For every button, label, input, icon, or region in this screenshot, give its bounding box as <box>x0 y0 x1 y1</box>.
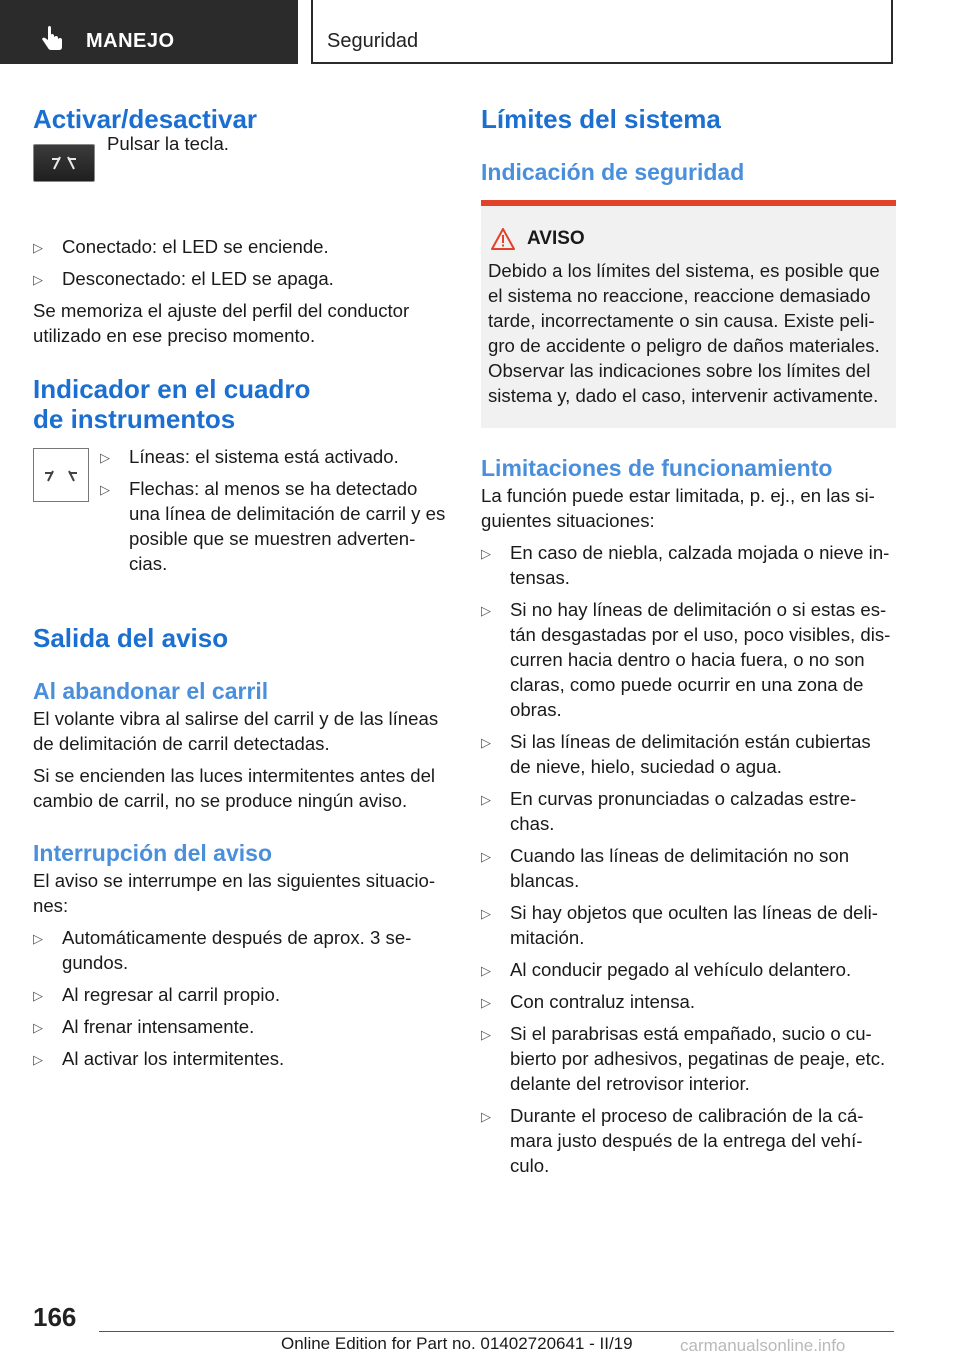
limitaciones-list <box>481 540 896 1178</box>
list-item: ▷ Con contraluz intensa. <box>481 989 896 1014</box>
cluster-indicator-icon <box>33 448 89 502</box>
triangle-bullet-icon: ▷ <box>481 603 491 618</box>
list-item: ▷ Al conducir pegado al vehículo delantero. <box>481 957 896 982</box>
section-label: Seguridad <box>327 30 419 52</box>
interrupcion-list <box>33 925 451 1071</box>
edition-text: Online Edition for Part no. 01402720641 - II/19 <box>281 1334 633 1353</box>
abandonar-p1: El volante vibra al salirse del carril y de las líneas de delimitación de carril detectadas. <box>33 708 439 754</box>
list-item: ▷ Al activar los intermitentes. <box>33 1046 451 1071</box>
warning-triangle-icon <box>491 228 515 250</box>
list-item: ▷ Si no hay líneas de delimitación o si estas es‐ tán desgastadas por el uso, poco visibles, dis‐ curren hacia dentro o hacia fuera, o no son claras, como puede ocurrir en una zona de obras. <box>481 599 891 720</box>
triangle-bullet-icon: ▷ <box>481 963 491 978</box>
limites-heading: Límites del sistema <box>481 104 721 134</box>
activar-heading: Activar/desactivar <box>33 104 258 134</box>
abandonar-heading: Al abandonar el carril <box>33 678 269 704</box>
warning-text: Debido a los límites del sistema, es posible que el sistema no reaccione, reaccione demasiado tarde, incorrectamente o sin causa. Existe peli‐ gro de accidente o peligro de daños materiales. Observar las indicaciones sobre los límites del sistema y, dado el caso, intervenir activamente. <box>488 260 880 406</box>
triangle-bullet-icon: ▷ <box>33 1052 43 1067</box>
list-item: ▷ Desconectado: el LED se apaga. <box>33 266 451 291</box>
list-item: ▷ En caso de niebla, calzada mojada o nieve in‐ tensas. <box>481 542 890 588</box>
chapter-tab <box>0 0 298 64</box>
salida-heading: Salida del aviso <box>33 623 229 653</box>
footer-divider <box>99 1331 894 1332</box>
seguridad-heading: Indicación de seguridad <box>481 159 745 185</box>
abandonar-p2: Si se encienden las luces intermitentes antes del cambio de carril, no se produce ningún aviso. <box>33 765 436 811</box>
triangle-bullet-icon: ▷ <box>481 1109 491 1124</box>
list-item: ▷ Si el parabrisas está empañado, sucio o cu‐ bierto por adhesivos, pegatinas de peaje, etc. delante del retrovisor interior. <box>481 1023 886 1094</box>
triangle-bullet-icon: ▷ <box>33 988 43 1003</box>
list-item: ▷ Cuando las líneas de delimitación no son blancas. <box>481 845 850 891</box>
triangle-bullet-icon: ▷ <box>481 906 491 921</box>
triangle-bullet-icon: ▷ <box>481 735 491 750</box>
watermark-text: carmanualsonline.info <box>680 1336 846 1355</box>
indicador-list <box>100 444 455 576</box>
chapter-label: MANEJO <box>86 30 175 52</box>
warning-title: AVISO <box>488 228 888 250</box>
activar-note: Se memoriza el ajuste del perfil del conductor utilizado en ese preciso momento. <box>33 300 410 346</box>
list-item: ▷ Automáticamente después de aprox. 3 se‐ gundos. <box>33 927 412 973</box>
limitaciones-heading: Limitaciones de funcionamiento <box>481 455 833 481</box>
activar-list <box>33 234 451 291</box>
left-column <box>33 100 451 1071</box>
list-item: ▷ Líneas: el sistema está activado. <box>100 444 455 469</box>
indicador-heading: Indicador en el cuadro de instrumentos <box>33 374 311 434</box>
interrupcion-intro: El aviso se interrumpe en las siguientes situacio‐ nes: <box>33 870 436 916</box>
interrupcion-heading: Interrupción del aviso <box>33 840 272 866</box>
triangle-bullet-icon: ▷ <box>33 272 43 287</box>
triangle-bullet-icon: ▷ <box>33 931 43 946</box>
list-item: ▷ En curvas pronunciadas o calzadas estre‐ chas. <box>481 788 857 834</box>
triangle-bullet-icon: ▷ <box>481 546 491 561</box>
triangle-bullet-icon: ▷ <box>481 1027 491 1042</box>
triangle-bullet-icon: ▷ <box>100 482 110 497</box>
limitaciones-intro: La función puede estar limitada, p. ej., en las si‐ guientes situaciones: <box>481 485 875 531</box>
triangle-bullet-icon: ▷ <box>33 240 43 255</box>
warning-box <box>481 200 896 428</box>
list-item: ▷ Flechas: al menos se ha detectado una línea de delimitación de carril y es posible que se muestren adverten‐ cias. <box>100 478 446 574</box>
list-item: ▷ Durante el proceso de calibración de la cá‐ mara justo después de la entrega del vehí‐ culo. <box>481 1105 864 1176</box>
triangle-bullet-icon: ▷ <box>100 450 110 465</box>
section-tab <box>311 0 893 64</box>
triangle-bullet-icon: ▷ <box>33 1020 43 1035</box>
page-number: 166 <box>33 1302 77 1332</box>
right-column <box>481 100 896 1178</box>
hand-icon <box>40 26 66 52</box>
lane-assist-key-icon <box>33 144 95 182</box>
list-item: ▷ Conectado: el LED se enciende. <box>33 234 451 259</box>
activar-text: Pulsar la tecla. <box>107 133 229 154</box>
triangle-bullet-icon: ▷ <box>481 792 491 807</box>
list-item: ▷ Si las líneas de delimitación están cubiertas de nieve, hielo, suciedad o agua. <box>481 731 871 777</box>
list-item: ▷ Si hay objetos que oculten las líneas de deli‐ mitación. <box>481 902 878 948</box>
triangle-bullet-icon: ▷ <box>481 995 491 1010</box>
list-item: ▷ Al frenar intensamente. <box>33 1014 451 1039</box>
list-item: ▷ Al regresar al carril propio. <box>33 982 451 1007</box>
triangle-bullet-icon: ▷ <box>481 849 491 864</box>
